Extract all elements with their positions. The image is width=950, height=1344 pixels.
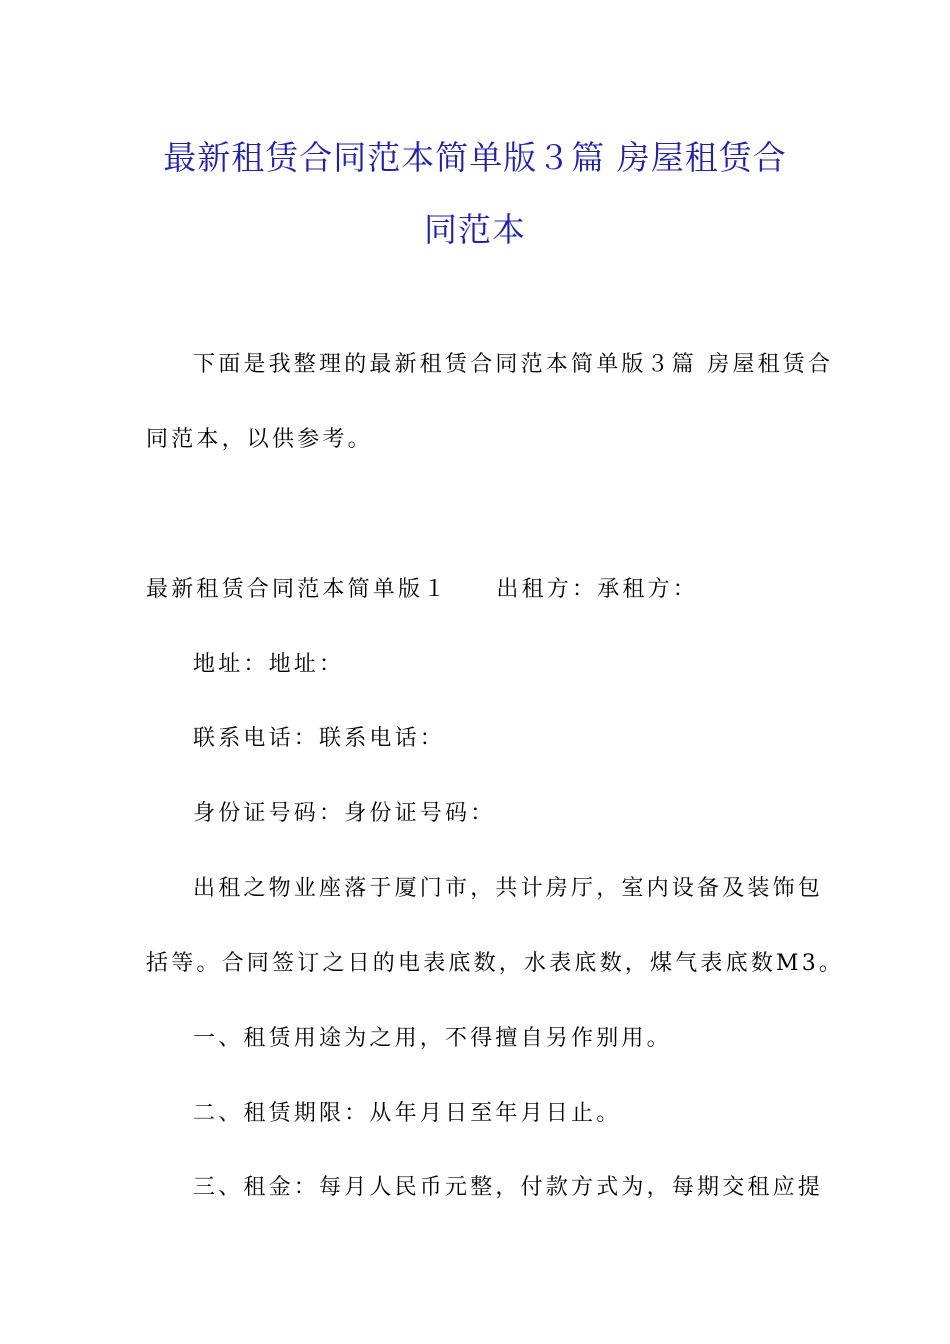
property-line-2: 括等。合同签订之日的电表底数，水表底数，煤气表底数M3。 [146, 951, 845, 976]
intro-line-2: 同范本，以供参考。 [146, 427, 373, 452]
intro-line-1: 下面是我整理的最新租赁合同范本简单版３篇 房屋租赁合 [193, 352, 834, 377]
clause-2: 二、租赁期限：从年月日至年月日止。 [193, 1101, 622, 1126]
parties-label: 出租方：承租方： [496, 577, 699, 602]
document-title-line-2: 同范本 [424, 210, 526, 249]
property-line-1: 出租之物业座落于厦门市，共计房厅，室内设备及装饰包 [193, 876, 824, 901]
clause-3: 三、租金：每月人民币元整，付款方式为，每期交租应提 [193, 1175, 824, 1200]
id-number-line: 身份证号码：身份证号码： [193, 801, 496, 826]
section-heading-row [146, 572, 698, 603]
clause-1: 一、租赁用途为之用，不得擅自另作别用。 [193, 1026, 672, 1051]
document-title-line-1: 最新租赁合同范本简单版３篇 房屋租赁合 [163, 138, 787, 177]
phone-line: 联系电话：联系电话： [193, 726, 446, 751]
section-heading: 最新租赁合同范本简单版１ [146, 577, 449, 602]
address-line: 地址：地址： [193, 652, 345, 677]
